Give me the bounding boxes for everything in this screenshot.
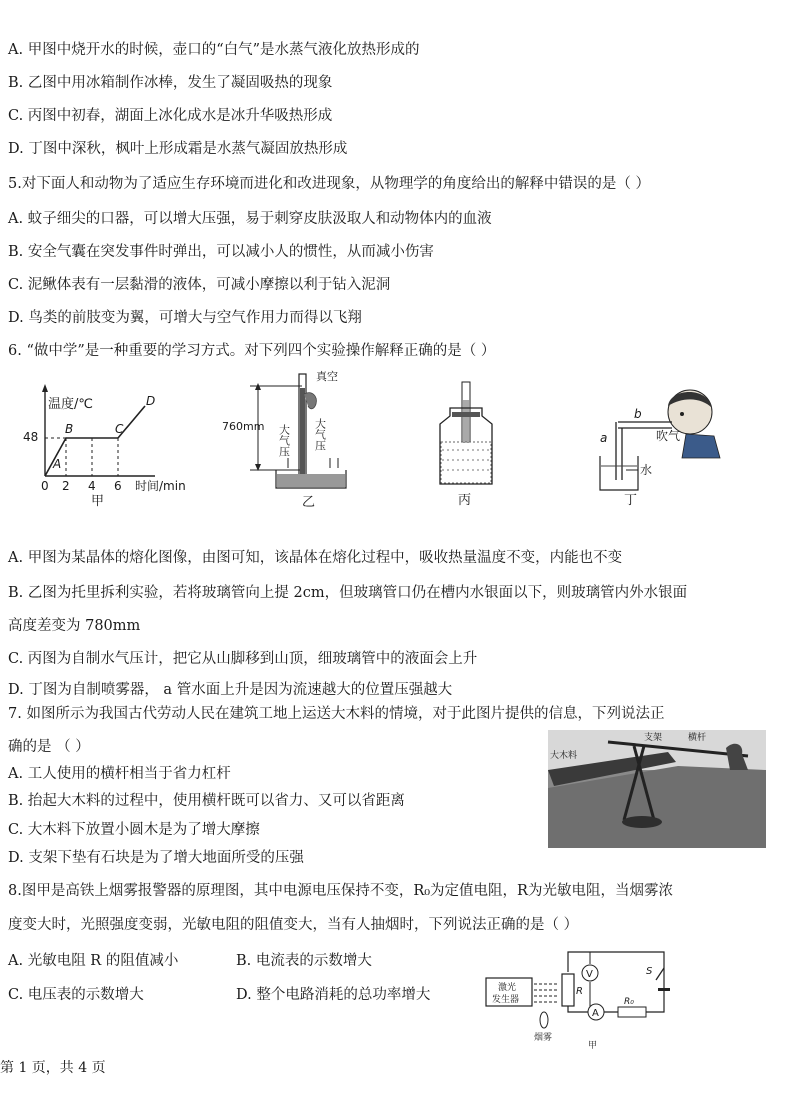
vacuum-label: 真空 [316, 370, 338, 383]
sprayer-figure [590, 380, 730, 510]
q6-stem: 6. “做中学”是一种重要的学习方式。对下列四个实验操作解释正确的是（ ） [8, 343, 496, 359]
q5-option-d: D. 鸟类的前肢变为翼，可增大与空气作用力而得以飞翔 [8, 310, 362, 326]
svg-text:A: A [592, 1008, 599, 1019]
q7-option-c: C. 大木料下放置小圆木是为了增大摩擦 [8, 822, 260, 838]
q6-option-c: C. 丙图为自制水气压计，把它从山脚移到山顶，细玻璃管中的液面会上升 [8, 651, 478, 667]
fig-bing-caption: 丙 [458, 493, 472, 508]
atm-left-label: 大气压 [277, 424, 291, 457]
timber-label: 大木料 [550, 751, 578, 761]
q8-option-c: C. 电压表的示数增大 [8, 987, 144, 1003]
blow-label: 吹气 [656, 429, 681, 443]
graph-xtick-4: 4 [88, 479, 96, 493]
graph-xtick-2: 2 [62, 479, 70, 493]
point-d-label: D [146, 394, 156, 408]
page-footer: 第 1 页，共 4 页 [0, 1060, 106, 1076]
fig-yi-caption: 乙 [302, 495, 316, 510]
label-a: a [600, 431, 608, 445]
laser-label: 激光 [498, 983, 517, 993]
graph-ylabel: 温度/℃ [48, 397, 93, 412]
q6-option-b: B. 乙图为托里拆利实验，若将玻璃管向上提 2cm，但玻璃管口仍在槽内水银面以下，则玻璃管内外水银面 [8, 585, 688, 601]
photoresistor-r [562, 974, 574, 1006]
q8-option-a: A. 光敏电阻 R 的阻值减小 [8, 953, 179, 969]
circuit-caption: 甲 [588, 1041, 598, 1051]
q6-option-a: A. 甲图为某晶体的熔化图像，由图可知，该晶体在熔化过程中，吸收热量温度不变，内能也不变 [8, 550, 623, 566]
lever-label: 横杆 [688, 733, 707, 743]
smoke-alarm-circuit-figure [478, 944, 678, 1054]
q4-option-d: D. 丁图中深秋，枫叶上形成霜是水蒸气凝固放热形成 [8, 141, 348, 157]
height-760mm-label: 760mm [222, 420, 265, 433]
q5-option-b: B. 安全气囊在突发事件时弹出，可以减小人的惯性，从而减小伤害 [8, 244, 434, 260]
switch-s [656, 968, 664, 980]
point-a-label: A [53, 457, 62, 471]
q5-option-c: C. 泥鳅体表有一层黏滑的液体，可减小摩擦以利于钻入泥洞 [8, 277, 391, 293]
graph-ytick-48: 48 [23, 430, 39, 444]
r0-label: R₀ [624, 997, 634, 1007]
fig-jia-caption: 甲 [91, 494, 105, 508]
water-label: 水 [640, 463, 653, 477]
atm-right-label: 大气压 [313, 418, 327, 451]
q4-option-a: A. 甲图中烧开水的时候，壶口的“白气”是水蒸气液化放热形成的 [8, 42, 420, 58]
q8-stem-line2: 度变大时，光照强度变弱，光敏电阻的阻值变大，当有人抽烟时，下列说法正确的是（ ） [8, 917, 579, 933]
circuit-wire [568, 952, 664, 1012]
resistor-r0 [618, 1007, 646, 1017]
q4-option-b: B. 乙图中用冰箱制作冰棒，发生了凝固吸热的现象 [8, 75, 333, 91]
q7-stem-line1: 7. 如图所示为我国古代劳动人民在建筑工地上运送大木料的情境，对于此图片提供的信息，下列说法正 [8, 706, 665, 722]
water-cup [600, 456, 638, 490]
q7-stem-line2: 确的是 （ ） [8, 739, 90, 755]
q5-stem: 5.对下面人和动物为了适应生存环境而进化和改进现象，从物理学的角度给出的解释中错误的是（ ） [8, 176, 650, 192]
graph-xtick-0: 0 [41, 479, 49, 493]
label-b: b [634, 407, 642, 421]
point-b-label: B [65, 422, 74, 436]
svg-text:V: V [586, 969, 593, 980]
torricelli-figure [220, 366, 360, 516]
q7-option-d: D. 支架下垫有石块是为了增大地面所受的压强 [8, 850, 304, 866]
switch-label: S [646, 966, 653, 977]
generator-label: 发生器 [492, 995, 520, 1005]
q8-option-d: D. 整个电路消耗的总功率增大 [236, 987, 431, 1003]
timber-transport-figure [548, 730, 766, 848]
smoke-label: 烟雾 [534, 1033, 553, 1043]
q6-option-b-cont: 高度差变为 780mm [8, 618, 141, 634]
graph-xlabel: 时间/min [135, 479, 186, 493]
graph-xtick-6: 6 [114, 479, 122, 493]
melting-graph-figure [15, 378, 215, 508]
q7-option-a: A. 工人使用的横杆相当于省力杠杆 [8, 766, 231, 782]
battery-icon [658, 988, 670, 991]
r-label: R [576, 986, 583, 997]
point-c-label: C [115, 422, 124, 436]
support-label: 支架 [644, 733, 663, 743]
q8-option-b: B. 电流表的示数增大 [236, 953, 372, 969]
smoke-icon [540, 1012, 548, 1028]
q6-option-d: D. 丁图为自制喷雾器， a 管水面上升是因为流速越大的位置压强越大 [8, 682, 453, 698]
barometer-bottle-figure [430, 380, 510, 510]
fig-ding-caption: 丁 [624, 493, 638, 508]
q4-option-c: C. 丙图中初春，湖面上冰化成水是冰升华吸热形成 [8, 108, 333, 124]
q5-option-a: A. 蚊子细尖的口器，可以增大压强，易于刺穿皮肤汲取人和动物体内的血液 [8, 211, 492, 227]
q7-option-b: B. 抬起大木料的过程中，使用横杆既可以省力、又可以省距离 [8, 793, 405, 809]
q8-stem-line1: 8.图甲是高铁上烟雾报警器的原理图，其中电源电压保持不变，R₀为定值电阻，R为光敏电阻，当烟雾浓 [8, 883, 673, 899]
